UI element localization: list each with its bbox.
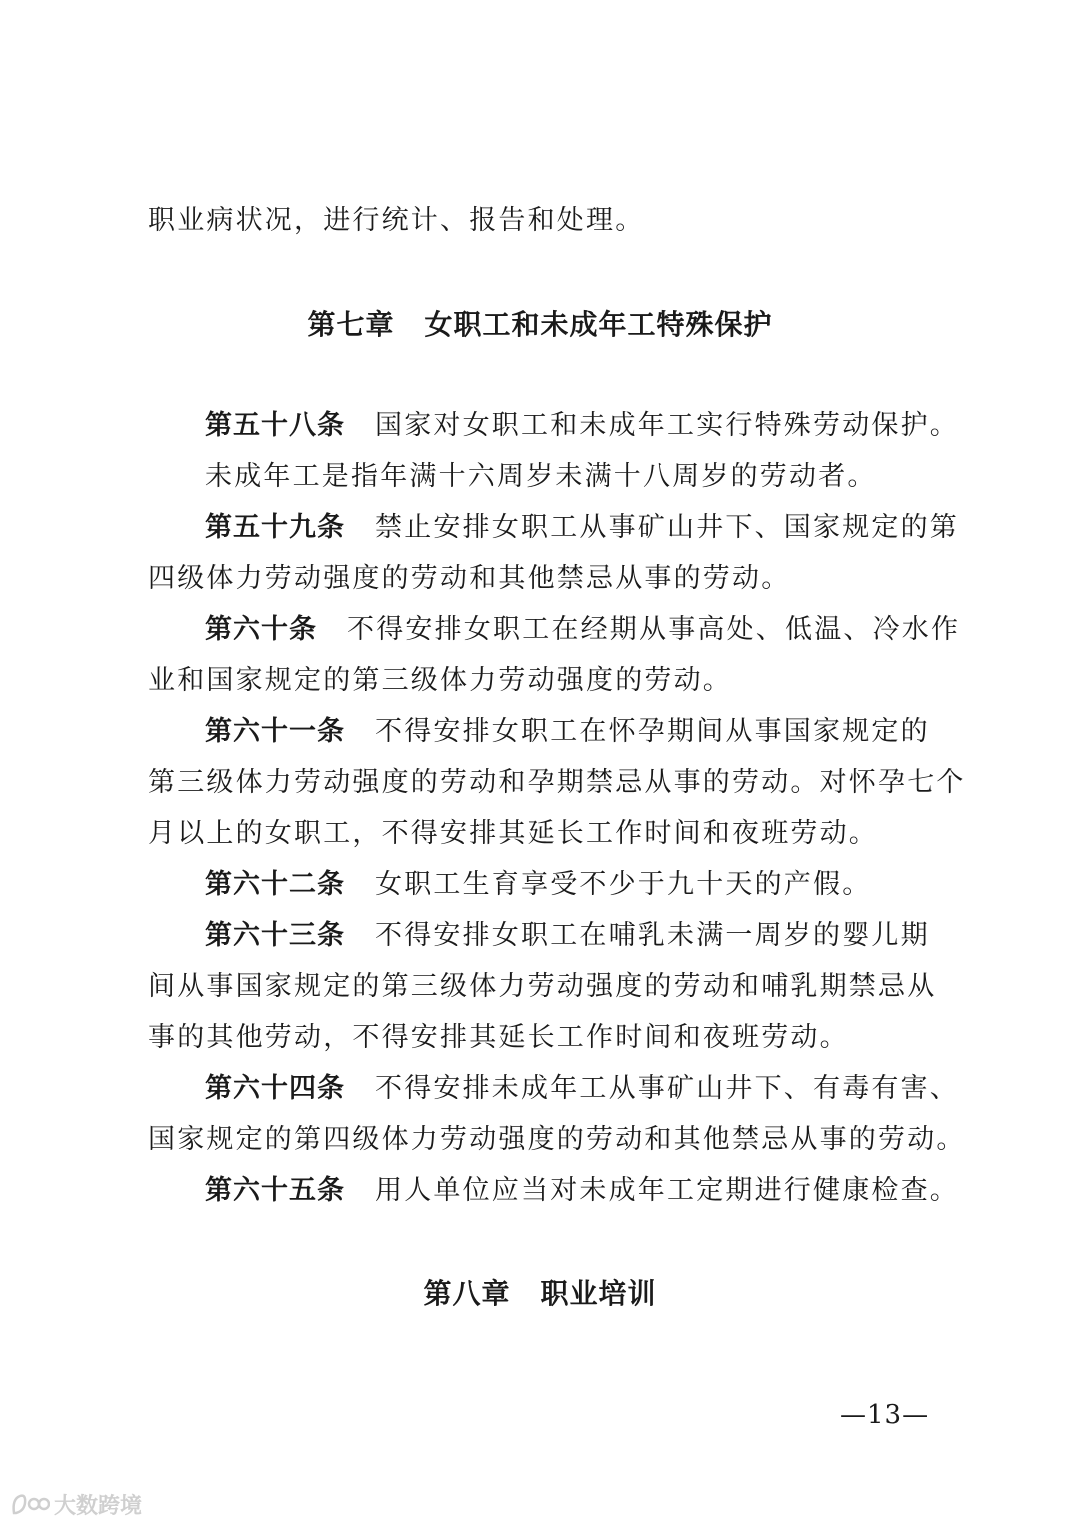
article-59	[205, 510, 959, 546]
text-line: 事的其他劳动，不得安排其延长工作时间和夜班劳动。	[148, 1022, 849, 1053]
chapter-title: 女职工和未成年工特殊保护	[424, 308, 773, 341]
article-60	[205, 612, 961, 648]
article-label: 第六十四条	[205, 1073, 345, 1104]
article-label: 第六十五条	[205, 1175, 345, 1206]
watermark-logo-icon	[10, 1491, 50, 1517]
chapter-title: 职业培训	[540, 1277, 657, 1310]
article-text: 女职工生育享受不少于九十天的产假。	[375, 869, 872, 900]
chapter-heading-7	[0, 306, 1080, 344]
article-64	[205, 1071, 959, 1107]
article-text: 用人单位应当对未成年工定期进行健康检查。	[375, 1175, 959, 1206]
article-label: 第六十二条	[205, 869, 345, 900]
article-65	[205, 1173, 959, 1209]
text-line: 第三级体力劳动强度的劳动和孕期禁忌从事的劳动。对怀孕七个	[148, 767, 966, 798]
text-line: 国家规定的第四级体力劳动强度的劳动和其他禁忌从事的劳动。	[148, 1124, 966, 1155]
text-line: 月以上的女职工，不得安排其延长工作时间和夜班劳动。	[148, 818, 878, 849]
text-line: 间从事国家规定的第三级体力劳动强度的劳动和哺乳期禁忌从	[148, 971, 937, 1002]
article-label: 第六十三条	[205, 920, 345, 951]
article-62	[205, 867, 950, 903]
page-number: —13—	[840, 1400, 930, 1430]
article-63	[205, 918, 950, 954]
article-label: 第六十条	[205, 614, 317, 645]
text-line: 业和国家规定的第三级体力劳动强度的劳动。	[148, 665, 732, 696]
article-label: 第五十八条	[205, 410, 345, 441]
text-line: 四级体力劳动强度的劳动和其他禁忌从事的劳动。	[148, 563, 791, 594]
chapter-number: 第八章	[423, 1277, 511, 1310]
article-text: 禁止安排女职工从事矿山井下、国家规定的第	[375, 512, 959, 543]
chapter-heading-8	[0, 1275, 1080, 1313]
article-text: 国家对女职工和未成年工实行特殊劳动保护。	[375, 410, 959, 441]
article-text: 不得安排女职工在怀孕期间从事国家规定的	[375, 716, 930, 747]
article-label: 第六十一条	[205, 716, 345, 747]
article-label: 第五十九条	[205, 512, 345, 543]
article-text: 不得安排女职工在经期从事高处、低温、冷水作	[347, 614, 961, 645]
text-line: 职业病状况，进行统计、报告和处理。	[148, 205, 645, 236]
watermark-text: 大数跨境	[54, 1493, 143, 1519]
chapter-number: 第七章	[307, 308, 395, 341]
text-line: 未成年工是指年满十六周岁未满十八周岁的劳动者。	[205, 461, 877, 492]
article-61	[205, 714, 950, 750]
watermark	[10, 1489, 142, 1519]
article-text: 不得安排未成年工从事矿山井下、有毒有害、	[375, 1073, 959, 1104]
article-58	[205, 408, 959, 444]
article-text: 不得安排女职工在哺乳未满一周岁的婴儿期	[375, 920, 930, 951]
